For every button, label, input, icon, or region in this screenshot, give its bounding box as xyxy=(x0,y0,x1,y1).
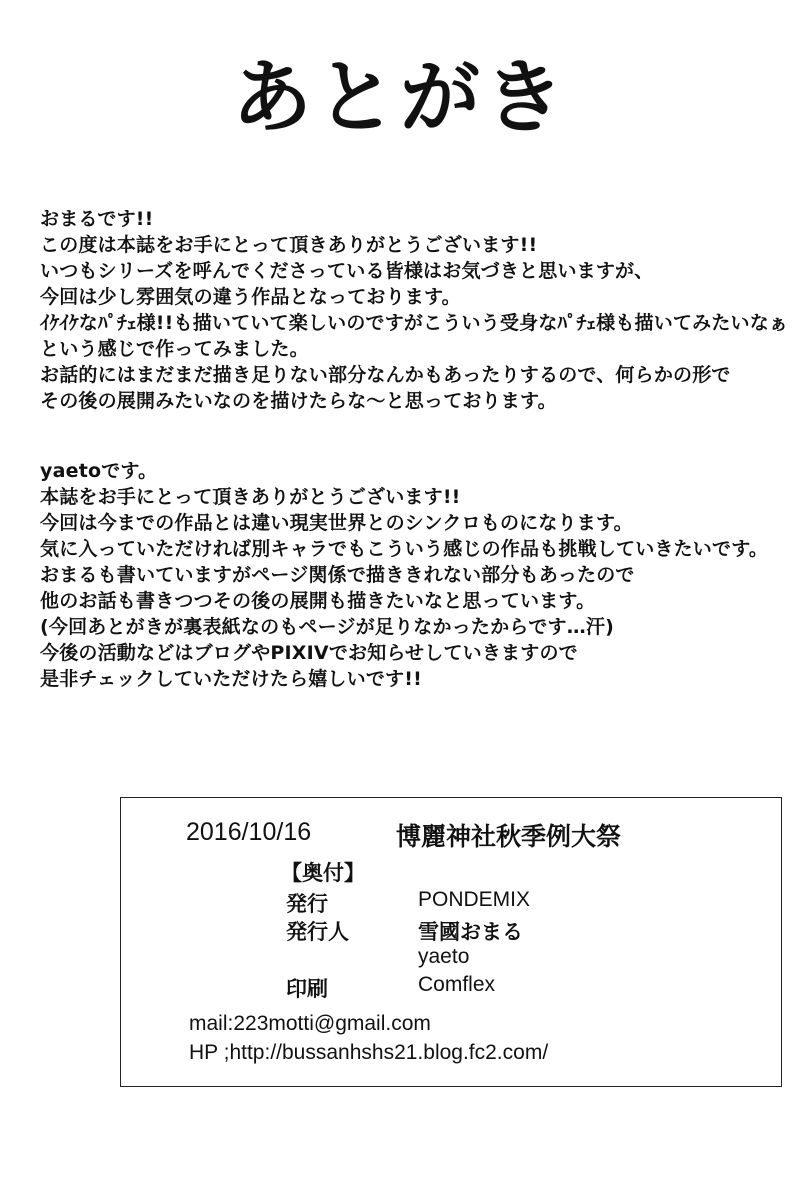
row-value: PONDEMIX xyxy=(418,888,531,911)
afterword-paragraph-yaeto xyxy=(40,458,780,692)
contact-homepage: HP ;http://bussanhshs21.blog.fc2.com/ xyxy=(189,1041,549,1064)
text-line: 今後の活動などはブログやPIXIVでお知らせしていきますので xyxy=(40,642,578,664)
text-line: 気に入っていただければ別キャラでもこういう感じの作品も挑戦していきたいです。 xyxy=(40,538,769,560)
text-line: 本誌をお手にとって頂きありがとうございます!! xyxy=(40,486,461,508)
colophon-row-printer xyxy=(121,973,781,1001)
text-line: 他のお話も書きつつその後の展開も描きたいなと思っています。 xyxy=(40,590,596,612)
colophon-heading: 【奥付】 xyxy=(281,861,365,885)
text-line: 今回は少し雰囲気の違う作品となっております。 xyxy=(40,286,461,308)
text-line: 是非チェックしていただけたら嬉しいです!! xyxy=(40,668,422,690)
row-value: yaeto xyxy=(418,945,470,968)
text-line: いつもシリーズを呼んでくださっている皆様はお気づきと思いますが、 xyxy=(40,260,654,282)
text-line: おまるも書いていますがページ関係で描ききれない部分もあったので xyxy=(40,564,635,586)
text-line: yaetoです。 xyxy=(40,460,158,482)
afterword-paragraph-omaru xyxy=(40,206,789,414)
row-label: 発行 xyxy=(286,892,328,916)
colophon-box xyxy=(120,797,782,1087)
colophon-row-author-2 xyxy=(121,945,781,973)
text-line: その後の展開みたいなのを描けたらな～と思っております。 xyxy=(40,390,557,412)
row-label: 発行人 xyxy=(286,920,349,944)
text-line: 今回は今までの作品とは違い現実世界とのシンクロものになります。 xyxy=(40,512,633,534)
row-value: Comflex xyxy=(418,973,496,996)
colophon-row-publisher xyxy=(121,888,781,916)
row-label: 印刷 xyxy=(286,977,328,1001)
text-line: (今回あとがきが裏表紙なのもページが足りなかったからです…汗) xyxy=(40,616,614,638)
text-line: ｲｹｲｹなﾊﾟﾁｪ様!!も描いていて楽しいのですがこういう受身なﾊﾟﾁｪ様も描いてみたいなぁ xyxy=(40,312,789,334)
colophon-row-author xyxy=(121,916,781,944)
text-line: お話的にはまだまだ描き足りない部分なんかもあったりするので、何らかの形で xyxy=(40,364,731,386)
publication-date: 2016/10/16 xyxy=(186,818,312,846)
text-line: という感じで作ってみました。 xyxy=(40,338,309,360)
contact-email: mail:223motti@gmail.com xyxy=(189,1012,431,1035)
page-title: あとがき xyxy=(232,51,568,144)
row-value: 雪國おまる xyxy=(418,920,523,944)
text-line: この度は本誌をお手にとって頂きありがとうございます!! xyxy=(40,234,538,256)
text-line: おまるです!! xyxy=(40,208,154,230)
event-name: 博麗神社秋季例大祭 xyxy=(396,822,622,851)
